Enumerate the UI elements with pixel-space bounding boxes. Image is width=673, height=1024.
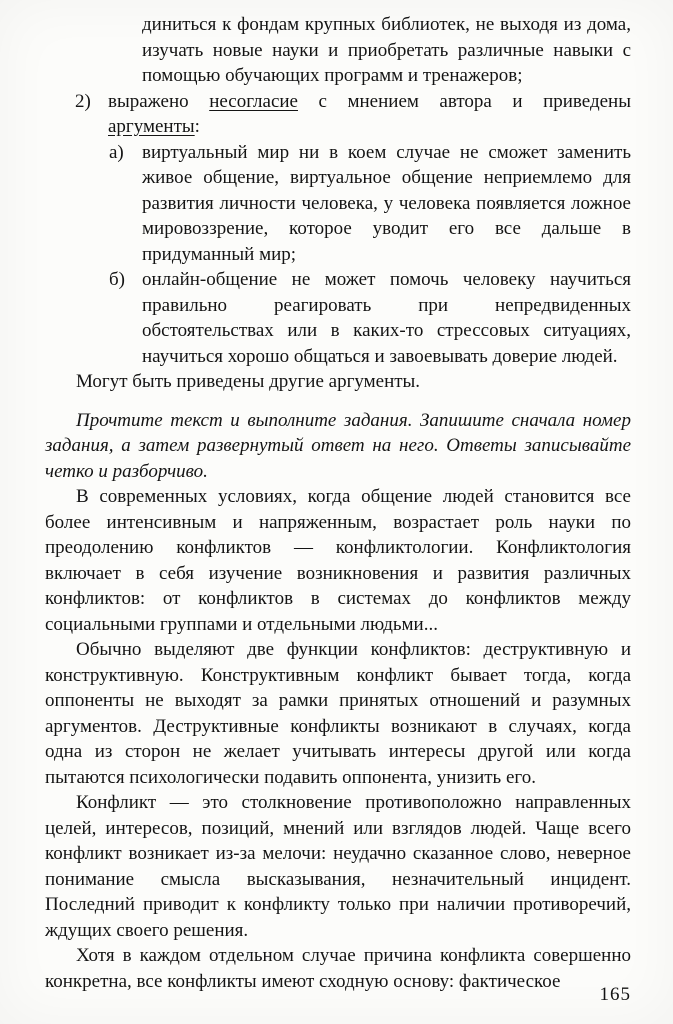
- list-item-2a: [109, 140, 631, 268]
- item2-text-segment-before: выражено: [108, 90, 210, 112]
- list-item-2a-marker: а): [109, 141, 124, 163]
- instruction-paragraph: Прочтите текст и выполните задания. Запишите сначала номер задания, а затем развернутый ответ на него. Ответы записывайте четко и разборчиво.: [45, 409, 631, 482]
- page-content: [45, 12, 631, 994]
- list-item-2: [75, 89, 631, 140]
- list-item-1-continuation: диниться к фондам крупных библиотек, не выходя из дома, изучать новые науки и приобретать различные навыки с помощью обучающих программ и тренажеров;: [142, 14, 631, 86]
- text-paragraph-3: Конфликт — это столкновение противоположно направленных целей, интересов, позиций, мнений или взглядов людей. Чаще всего конфликт возникает из-за мелочи: неудачно сказанное слово, неверное понимание смысла высказывания, незначительный инцидент. Последний приводит к конфликту только при наличии противоречий, ждущих своего решения.: [45, 792, 631, 941]
- page-number: 165: [599, 983, 631, 1005]
- list-item-2b: [109, 267, 631, 369]
- text-paragraph-1: В современных условиях, когда общение людей становится все более интенсивным и напряженным, возрастает роль науки по преодолению конфликтов — конфликтологии. Конфликтология включает в себя изучение возникновения и развития различных конфликтов: от конфликтов в системах до конфликтов между социальными группами и отдельными людьми...: [45, 486, 631, 635]
- list-item-2b-text: онлайн-общение не может помочь человеку научиться правильно реагировать при непредвиденных обстоятельствах или в каких-то стрессовых ситуациях, научиться хорошо общаться и завоевывать доверие людей.: [142, 269, 631, 367]
- list-item-2-marker: 2): [75, 90, 91, 112]
- text-paragraph-2: Обычно выделяют две функции конфликтов: деструктивную и конструктивную. Конструктивным конфликт бывает тогда, когда оппоненты не выходят за рамки принятых отношений и разумных аргументов. Деструктивные конфликты возникают в случаях, когда одна из сторон не желает учитывать интересы другой или когда пытаются психологически подавить оппонента, унизить его.: [45, 639, 631, 788]
- list-item-2b-marker: б): [109, 269, 125, 290]
- underlined-term-argumenty: аргументы: [108, 116, 195, 137]
- text-paragraph-4: Хотя в каждом отдельном случае причина конфликта совершенно конкретна, все конфликты имеют сходную основу: фактическое: [45, 945, 631, 992]
- underlined-term-nesoglasie: несогласие: [209, 90, 298, 112]
- list-item-2a-text: виртуальный мир ни в коем случае не сможет заменить живое общение, виртуальное общение неприемлемо для развития личности человека, у человека появляется ложное мировоззрение, которое уводит его все дальше в придуманный мир;: [142, 141, 631, 265]
- item2-text-segment-after: :: [194, 116, 200, 137]
- item2-text-segment-middle: с мнением автора и приведены: [297, 90, 631, 112]
- note-paragraph: Могут быть приведены другие аргументы.: [76, 371, 421, 392]
- list-item-2-text: [108, 89, 631, 140]
